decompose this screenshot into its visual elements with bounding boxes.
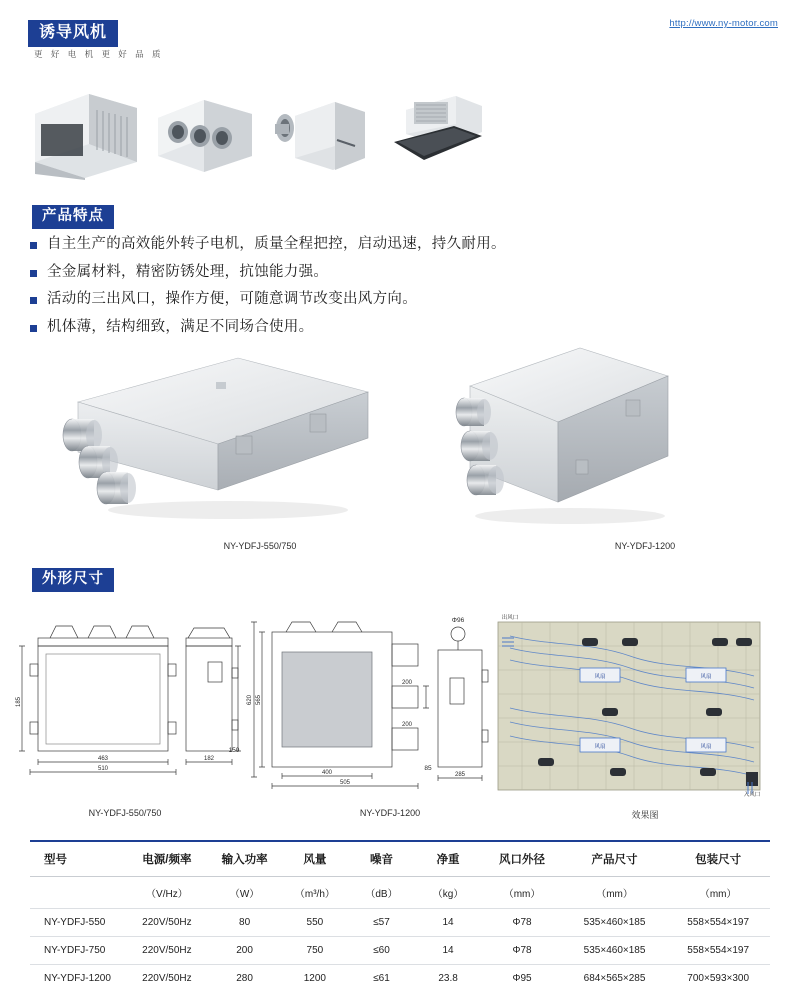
cell-noise: ≤60 — [348, 937, 415, 965]
unit-input-power: （W） — [208, 877, 282, 909]
svg-text:285: 285 — [454, 772, 466, 778]
drawing-caption-left: NY-YDFJ-550/750 — [88, 808, 162, 818]
svg-text:565: 565 — [256, 694, 262, 706]
svg-text:200: 200 — [401, 680, 413, 686]
unit-model — [30, 877, 126, 909]
spec-table — [30, 840, 770, 987]
svg-text:400: 400 — [321, 770, 333, 776]
table-row — [30, 965, 770, 987]
unit-air-volume: （m³/h） — [282, 877, 349, 909]
product-photo-4 — [378, 76, 490, 181]
cell-model: NY-YDFJ-550 — [30, 909, 126, 937]
svg-text:风扇: 风扇 — [594, 744, 606, 750]
cell-net-weight: 14 — [415, 937, 482, 965]
svg-text:185: 185 — [16, 696, 22, 708]
drawing-caption-middle: NY-YDFJ-1200 — [359, 808, 421, 818]
col-header-model: 型号 — [30, 841, 126, 877]
page-title: 诱导风机 — [28, 20, 118, 47]
product-render-1200 — [430, 330, 690, 540]
col-header-power-supply: 电源/频率 — [126, 841, 207, 877]
cell-product-size: 535×460×185 — [563, 937, 667, 965]
table-row — [30, 909, 770, 937]
feature-text: 自主生产的高效能外转子电机，质量全程把控，启动迅速，持久耐用。 — [47, 236, 506, 252]
col-header-product-size: 产品尺寸 — [563, 841, 667, 877]
cell-product-size: 535×460×185 — [563, 909, 667, 937]
unit-net-weight: （kg） — [415, 877, 482, 909]
svg-text:150: 150 — [228, 747, 240, 754]
list-item — [30, 236, 670, 253]
cell-outlet-diameter: Φ95 — [481, 965, 562, 987]
cell-net-weight: 14 — [415, 909, 482, 937]
website-url[interactable]: http://www.ny-motor.com — [669, 18, 778, 29]
cell-noise: ≤61 — [348, 965, 415, 987]
table-row — [30, 937, 770, 965]
product-render-550-750 — [48, 340, 378, 535]
square-bullet-icon — [30, 297, 37, 304]
unit-package-size: （mm） — [666, 877, 770, 909]
svg-text:风扇: 风扇 — [700, 744, 712, 750]
unit-power-supply: （V/Hz） — [126, 877, 207, 909]
cell-noise: ≤57 — [348, 909, 415, 937]
cell-power-supply: 220V/50Hz — [126, 937, 207, 965]
col-header-outlet-diameter: 风口外径 — [481, 841, 562, 877]
product-caption-right: NY-YDFJ-1200 — [614, 541, 676, 551]
svg-text:182: 182 — [203, 756, 215, 762]
svg-text:505: 505 — [339, 780, 351, 786]
svg-text:风扇: 风扇 — [594, 674, 606, 680]
svg-text:风扇: 风扇 — [700, 674, 712, 680]
cell-air-volume: 1200 — [282, 965, 349, 987]
col-header-net-weight: 净重 — [415, 841, 482, 877]
unit-outlet-diameter: （mm） — [481, 877, 562, 909]
unit-noise: （dB） — [348, 877, 415, 909]
section-title-dimensions: 外形尺寸 — [32, 568, 114, 592]
product-photo-2 — [152, 76, 257, 181]
list-item — [30, 264, 670, 281]
square-bullet-icon — [30, 270, 37, 277]
cell-input-power: 280 — [208, 965, 282, 987]
cell-model: NY-YDFJ-1200 — [30, 965, 126, 987]
cell-product-size: 684×565×285 — [563, 965, 667, 987]
svg-text:463: 463 — [97, 756, 109, 762]
cell-power-supply: 220V/50Hz — [126, 909, 207, 937]
col-header-input-power: 输入功率 — [208, 841, 282, 877]
col-header-air-volume: 风量 — [282, 841, 349, 877]
table-header-row — [30, 841, 770, 877]
col-header-noise: 噪音 — [348, 841, 415, 877]
svg-text:510: 510 — [97, 766, 109, 772]
cell-air-volume: 750 — [282, 937, 349, 965]
drawing-caption-right: 效果图 — [631, 810, 659, 820]
page-subtitle: 更 好 电 机 更 好 品 质 — [34, 49, 164, 59]
dimension-drawings — [10, 612, 790, 797]
svg-text:Φ96: Φ96 — [451, 617, 465, 624]
cell-input-power: 200 — [208, 937, 282, 965]
unit-product-size: （mm） — [563, 877, 667, 909]
svg-text:200: 200 — [401, 722, 413, 728]
cell-package-size: 558×554×197 — [666, 909, 770, 937]
square-bullet-icon — [30, 325, 37, 332]
feature-text: 全金属材料，精密防锈处理，抗蚀能力强。 — [47, 263, 329, 280]
cell-air-volume: 550 — [282, 909, 349, 937]
cell-power-supply: 220V/50Hz — [126, 965, 207, 987]
cell-outlet-diameter: Φ78 — [481, 937, 562, 965]
cell-model: NY-YDFJ-750 — [30, 937, 126, 965]
cell-outlet-diameter: Φ78 — [481, 909, 562, 937]
section-title-features: 产品特点 — [32, 205, 114, 229]
cell-net-weight: 23.8 — [415, 965, 482, 987]
cell-package-size: 700×593×300 — [666, 965, 770, 987]
product-photo-1 — [27, 66, 144, 181]
feature-text: 活动的三出风口，操作方便，可随意调节改变出风方向。 — [47, 291, 417, 308]
svg-text:85: 85 — [424, 765, 432, 772]
product-photo-3 — [265, 76, 370, 181]
table-units-row — [30, 877, 770, 909]
square-bullet-icon — [30, 242, 37, 249]
col-header-package-size: 包装尺寸 — [666, 841, 770, 877]
cell-package-size: 558×554×197 — [666, 937, 770, 965]
svg-text:出风口: 出风口 — [501, 615, 519, 621]
feature-text: 机体薄，结构细致，满足不同场合使用。 — [47, 319, 314, 336]
cell-input-power: 80 — [208, 909, 282, 937]
list-item — [30, 291, 670, 308]
product-caption-left: NY-YDFJ-550/750 — [223, 541, 297, 551]
svg-text:入风口: 入风口 — [743, 792, 761, 797]
svg-text:620: 620 — [247, 694, 253, 706]
